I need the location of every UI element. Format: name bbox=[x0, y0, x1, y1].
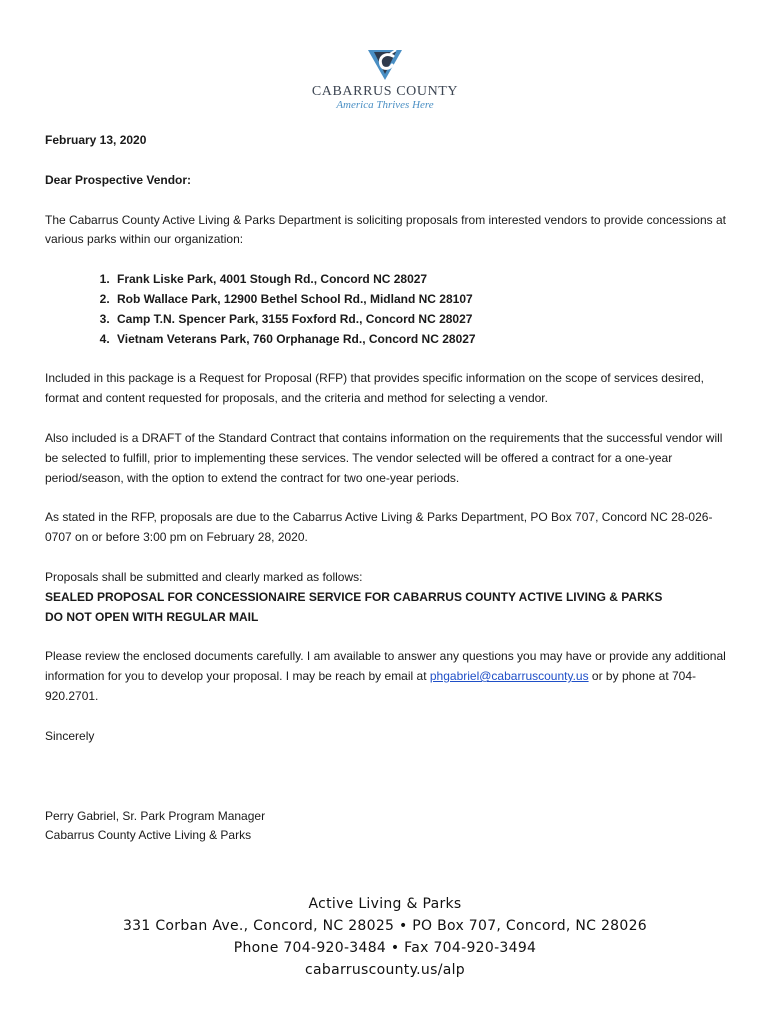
letter-date: February 13, 2020 bbox=[45, 133, 147, 147]
list-item: 1. Frank Liske Park, 4001 Stough Rd., Concord NC 28027 bbox=[113, 270, 730, 290]
county-logo bbox=[300, 48, 470, 114]
intro-paragraph: The Cabarrus County Active Living & Parks Department is soliciting proposals from interested vendors to provide concessions at various parks within our organization: bbox=[45, 212, 726, 247]
draft-paragraph: Also included is a DRAFT of the Standard Contract that contains information on the requirements that the successful vendor will be selected to fulfill, prior to implementing these services. The vendor selected will be offered a contract for a one-year period/season, with the option to extend the contract for two one-year periods. bbox=[45, 430, 723, 485]
package-paragraph: Included in this package is a Request for Proposal (RFP) that provides specific information on the scope of services desired, format and content requested for proposals, and the criteria and method for selecting a vendor. bbox=[45, 371, 704, 406]
logo-name: CABARRUS COUNTY bbox=[311, 84, 459, 99]
county-emblem-icon bbox=[366, 48, 404, 82]
footer-phone: Phone 704-920-3484 • Fax 704-920-3494 bbox=[233, 940, 537, 956]
park-list bbox=[45, 270, 730, 349]
due-paragraph: As stated in the RFP, proposals are due to the Cabarrus Active Living & Parks Department, PO Box 707, Concord NC 28-026-0707 on or before 3:00 pm on February 28, 2020. bbox=[45, 510, 713, 545]
logo-tagline: America Thrives Here bbox=[336, 99, 434, 111]
footer-dept: Active Living & Parks bbox=[308, 896, 462, 912]
review-text: Please review the enclosed documents carefully. I am available to answer any questions you may have or provide any additional information for you to develop your proposal. I may be reach by email at bbox=[45, 649, 726, 684]
review-paragraph bbox=[45, 647, 730, 706]
letterhead-footer bbox=[0, 893, 770, 981]
sealed-proposal-label: SEALED PROPOSAL FOR CONCESSIONAIRE SERVICE FOR CABARRUS COUNTY ACTIVE LIVING & PARKS bbox=[45, 589, 663, 604]
do-not-open-label: DO NOT OPEN WITH REGULAR MAIL bbox=[45, 609, 259, 624]
salutation: Dear Prospective Vendor: bbox=[45, 172, 192, 187]
signer-org: Cabarrus County Active Living & Parks bbox=[45, 828, 252, 843]
list-item: 3. Camp T.N. Spencer Park, 3155 Foxford Rd., Concord NC 28027 bbox=[113, 310, 730, 330]
footer-address: 331 Corban Ave., Concord, NC 28025 • PO Box 707, Concord, NC 28026 bbox=[122, 918, 648, 934]
email-link[interactable]: phgabriel@cabarruscounty.us bbox=[429, 669, 589, 684]
signature-block bbox=[45, 807, 730, 847]
closing: Sincerely bbox=[45, 728, 95, 743]
list-item: 2. Rob Wallace Park, 12900 Bethel School Rd., Midland NC 28107 bbox=[113, 290, 730, 310]
submission-block bbox=[45, 568, 730, 627]
letter-body bbox=[45, 131, 730, 866]
review-text-end: or by phone at 704-920.2701. bbox=[45, 669, 697, 703]
footer-web: cabarruscounty.us/alp bbox=[305, 962, 465, 978]
signer-title: Perry Gabriel, Sr. Park Program Manager bbox=[45, 808, 266, 823]
list-item: 4. Vietnam Veterans Park, 760 Orphanage Rd., Concord NC 28027 bbox=[113, 330, 730, 350]
submission-intro: Proposals shall be submitted and clearly marked as follows: bbox=[45, 569, 363, 584]
